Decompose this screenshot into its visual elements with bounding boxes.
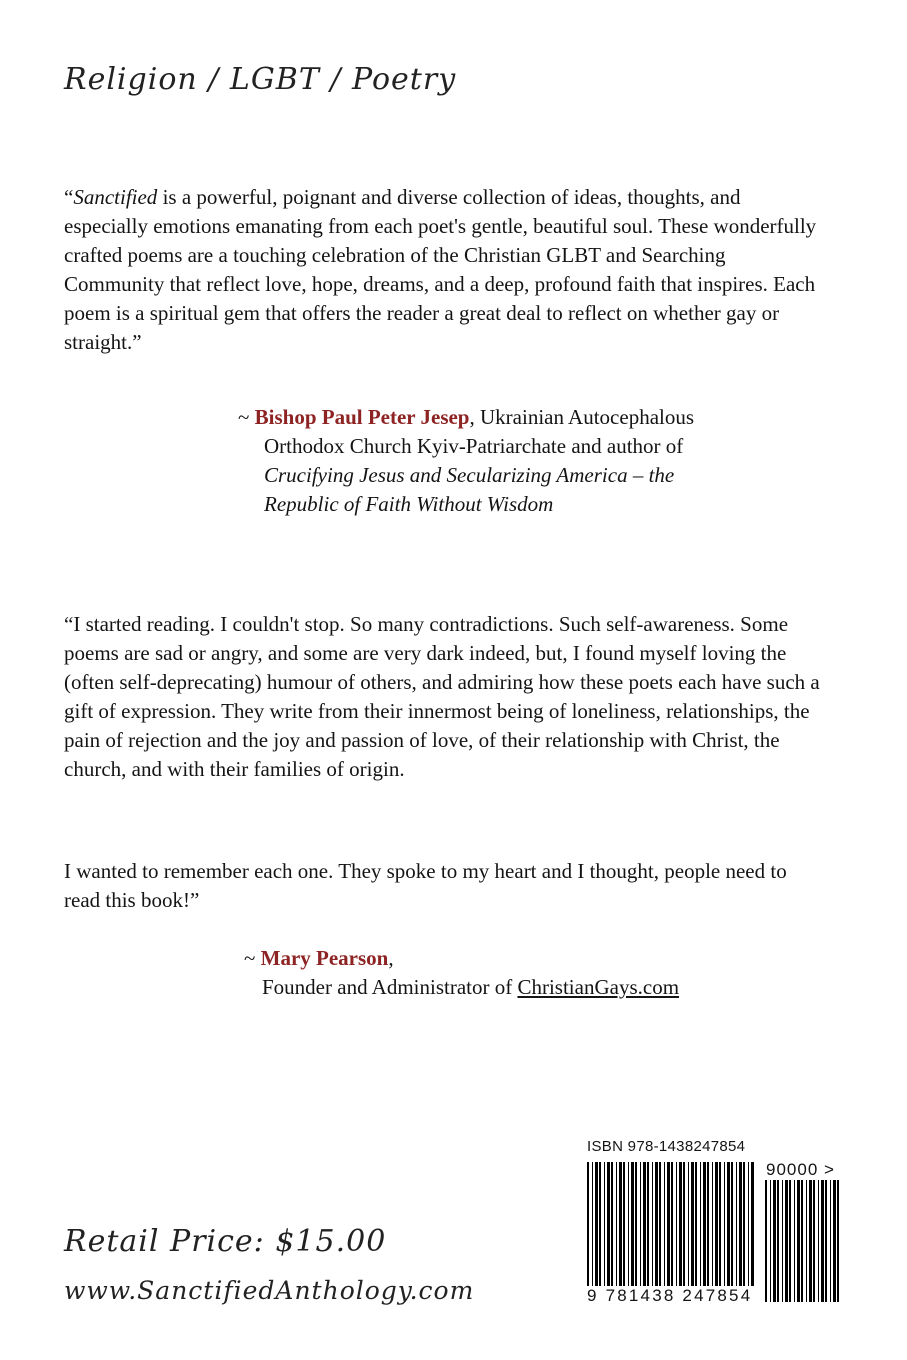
attribution-1 xyxy=(238,403,838,519)
reviewer-role-text: Founder and Administrator of xyxy=(262,975,518,999)
barcode-bar xyxy=(818,1180,819,1302)
barcode-bar xyxy=(659,1162,661,1288)
barcode-bar xyxy=(707,1162,709,1288)
barcode-bar xyxy=(599,1162,601,1288)
review-quote-2: “I started reading. I couldn't stop. So many contradictions. Such self-awareness. Some poems are sad or angry, and some are very dark indeed, but, I found myself loving the (often self-deprecating) humour of others, and admiring how these poets each have such a gift of expression. They write from their innermost being of loneliness, relationships, the pain of rejection and the joy and passion of love, of their relationship with Christ, the church, and with their families of origin. xyxy=(64,612,820,781)
reviewer-name: Mary Pearson xyxy=(260,946,389,970)
barcode-bar xyxy=(833,1180,836,1302)
barcode-bar xyxy=(773,1180,776,1302)
book-title: Sanctified xyxy=(73,185,158,209)
review-quote-2-closing: I wanted to remember each one. They spoke to my heart and I thought, people need to read this book!” xyxy=(64,859,787,912)
barcode-bar xyxy=(623,1162,625,1288)
barcode-bar xyxy=(801,1180,803,1302)
barcode-price-code: 90000 > xyxy=(766,1160,835,1179)
barcode-bar xyxy=(785,1180,788,1302)
quote-open-mark: “ xyxy=(64,185,74,209)
reviewer-book-title: Crucifying Jesus and Secularizing America – the xyxy=(264,463,675,487)
barcode-bar xyxy=(782,1180,783,1302)
barcode-bar xyxy=(736,1162,737,1288)
barcode-digits: 9 781438 247854 xyxy=(587,1286,753,1305)
barcode-bar xyxy=(628,1162,629,1288)
website-url[interactable]: www.SanctifiedAnthology.com xyxy=(64,1276,475,1305)
barcode-bar xyxy=(619,1162,622,1288)
barcode-bar xyxy=(809,1180,812,1302)
barcode-bar xyxy=(667,1162,670,1288)
barcode-bar xyxy=(724,1162,725,1288)
barcode-bar xyxy=(797,1180,800,1302)
attribution-prefix: ~ xyxy=(244,946,261,970)
barcode-bar xyxy=(604,1162,605,1288)
barcode-bar xyxy=(679,1162,682,1288)
reviewer-name: Bishop Paul Peter Jesep xyxy=(254,405,470,429)
barcode-bar xyxy=(592,1162,593,1302)
barcode-bar xyxy=(695,1162,697,1288)
barcode-bar xyxy=(607,1162,610,1288)
barcode-bar xyxy=(715,1162,718,1288)
barcode-bar xyxy=(739,1162,742,1288)
barcode-bar xyxy=(825,1180,827,1302)
barcode-bar xyxy=(691,1162,694,1288)
category-heading: Religion / LGBT / Poetry xyxy=(64,62,457,97)
reviewer-website-link[interactable]: ChristianGays.com xyxy=(517,975,680,999)
barcode-bar xyxy=(837,1180,839,1302)
barcode-bars-icon xyxy=(587,1162,755,1302)
barcode-bar xyxy=(743,1162,745,1288)
isbn-label: ISBN 978-1438247854 xyxy=(587,1138,746,1155)
barcode-bar xyxy=(765,1180,767,1302)
attribution-2 xyxy=(244,944,844,1002)
barcode-bar xyxy=(652,1162,653,1288)
barcode-bar xyxy=(794,1180,795,1302)
barcode-bar xyxy=(631,1162,634,1288)
review-quote-1-text: is a powerful, poignant and diverse collection of ideas, thoughts, and especially emotions emanating from each poet's gentle, beautiful soul. These wonderfully crafted poems are a touching celebration of the Christian GLBT and Searching Community that reflect love, hope, dreams, and a deep, profound faith that inspires. Each poem is a spiritual gem that offers the reader a great deal to reflect on whether gay or straight.” xyxy=(64,185,817,354)
isbn-barcode xyxy=(587,1138,857,1310)
barcode-bar xyxy=(719,1162,721,1288)
barcode-bar xyxy=(664,1162,665,1288)
barcode-bar xyxy=(616,1162,617,1288)
barcode-bar xyxy=(821,1180,824,1302)
barcode-bar xyxy=(671,1162,673,1302)
barcode-bar xyxy=(700,1162,701,1288)
barcode-bar xyxy=(688,1162,689,1288)
barcode-bar xyxy=(806,1180,807,1302)
barcode-bar xyxy=(748,1162,749,1302)
barcode-bar xyxy=(751,1162,754,1302)
attribution-prefix: ~ xyxy=(238,405,255,429)
barcode-bar xyxy=(676,1162,677,1288)
barcode-bar xyxy=(789,1180,791,1302)
name-comma: , xyxy=(388,946,394,970)
barcode-bar xyxy=(647,1162,649,1288)
barcode-bar xyxy=(830,1180,831,1302)
barcode-bar xyxy=(770,1180,771,1302)
barcode-bar xyxy=(683,1162,685,1288)
barcode-addon-bars-icon xyxy=(765,1180,843,1302)
barcode-bar xyxy=(611,1162,613,1288)
barcode-bar xyxy=(640,1162,641,1288)
barcode-bar xyxy=(643,1162,646,1288)
reviewer-book-title-cont: Republic of Faith Without Wisdom xyxy=(264,492,554,516)
barcode-bar xyxy=(712,1162,713,1288)
barcode-bar xyxy=(595,1162,598,1288)
retail-price: Retail Price: $15.00 xyxy=(64,1224,387,1259)
reviewer-role-cont: Orthodox Church Kyiv-Patriarchate and author of xyxy=(264,434,684,458)
reviewer-role: , Ukrainian Autocephalous xyxy=(469,405,695,429)
barcode-bar xyxy=(587,1162,589,1302)
barcode-bar xyxy=(703,1162,706,1288)
barcode-bar xyxy=(777,1180,779,1302)
barcode-bar xyxy=(655,1162,658,1288)
barcode-bar xyxy=(635,1162,637,1288)
barcode-bar xyxy=(727,1162,730,1288)
barcode-bar xyxy=(731,1162,733,1288)
review-quote-1 xyxy=(64,183,824,357)
reviewer-role xyxy=(244,973,844,1002)
barcode-bar xyxy=(813,1180,815,1302)
